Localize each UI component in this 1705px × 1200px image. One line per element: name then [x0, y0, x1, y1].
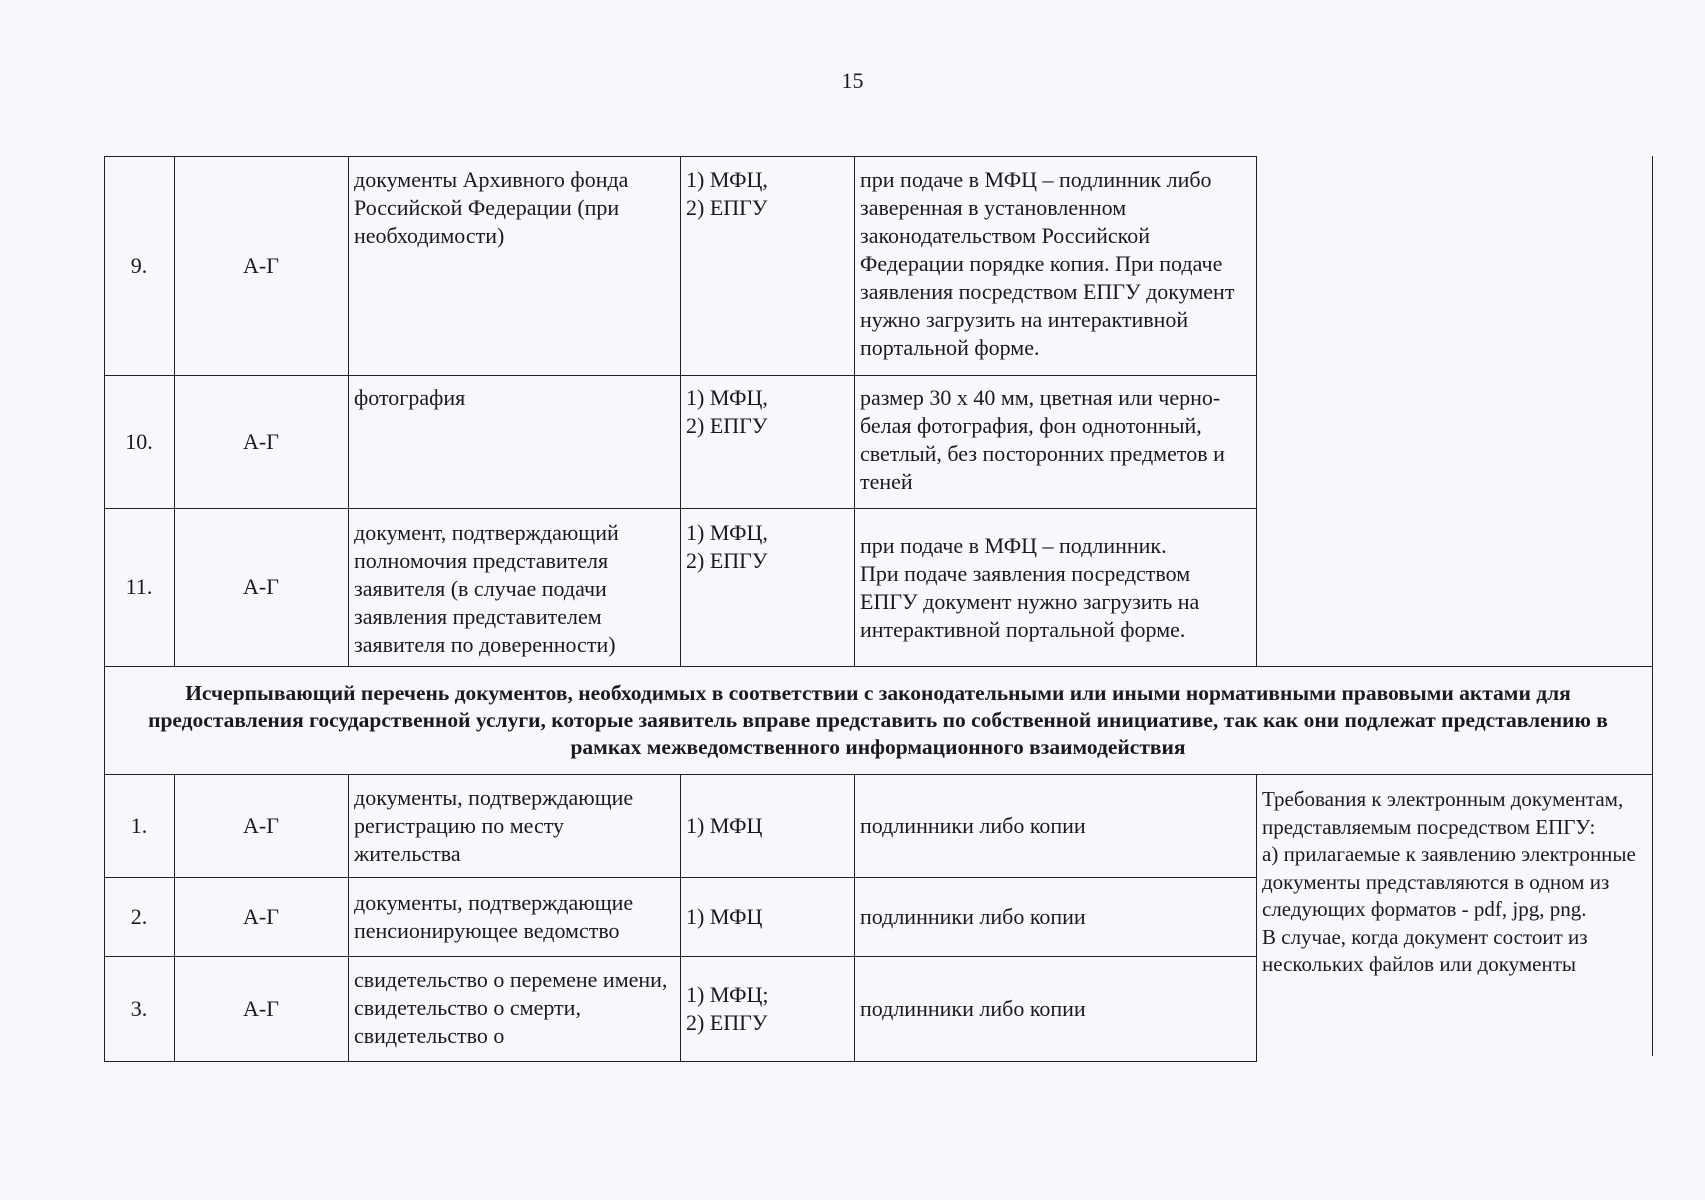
- channel-item: 1) МФЦ;: [686, 981, 769, 1007]
- table-row-document: документы Архивного фонда Российской Федерации (при необходимости): [354, 167, 629, 248]
- channel-item: 1) МФЦ: [686, 903, 763, 929]
- table-row-category: А-Г: [243, 812, 279, 838]
- table-row-number: 1.: [130, 812, 148, 838]
- electronic-requirements-item-a: а) прилагаемые к заявлению электронные документы представляются в одном из следующих форматов - pdf, jpg, png.: [1262, 842, 1636, 921]
- channel-item: 2) ЕПГУ: [686, 195, 768, 220]
- table-row-category: А-Г: [243, 995, 279, 1021]
- table-border-bottom: [104, 1061, 1257, 1062]
- table-row-channels: [686, 774, 850, 877]
- table-row-channels: [686, 519, 850, 575]
- table-border-right: [1652, 156, 1653, 1056]
- table-row-requirements: [860, 532, 1252, 644]
- table-column-divider: [1256, 156, 1257, 666]
- table-column-divider: [348, 774, 349, 1062]
- table-column-divider: [680, 156, 681, 666]
- electronic-requirements: [1262, 786, 1648, 979]
- table-row-category: А-Г: [243, 252, 279, 278]
- document-table: [104, 156, 1654, 1062]
- table-row-document: документ, подтверждающий полномочия представителя заявителя (в случае подачи заявления представителем заявителя по доверенности): [354, 520, 619, 657]
- table-row-channels: [686, 956, 850, 1061]
- table-row-number: 3.: [130, 995, 148, 1021]
- table-column-divider: [680, 774, 681, 1062]
- table-row-category: А-Г: [243, 574, 279, 599]
- page-number: 15: [841, 68, 864, 93]
- channel-item: 1) МФЦ: [686, 812, 763, 838]
- table-row-document: свидетельство о перемене имени, свидетельство о смерти, свидетельство о: [354, 967, 668, 1048]
- table-row-number: 10.: [125, 428, 153, 454]
- table-row-number: 11.: [125, 574, 153, 599]
- table-column-divider: [854, 156, 855, 666]
- channel-item: 2) ЕПГУ: [686, 1009, 768, 1035]
- table-row-document: фотография: [354, 385, 466, 410]
- table-row-number: 9.: [130, 252, 148, 278]
- table-row-category: А-Г: [243, 428, 279, 454]
- requirements-line: при подаче в МФЦ – подлинник.: [860, 533, 1167, 558]
- table-row-requirements: размер 30 х 40 мм, цветная или черно-белая фотография, фон однотонный, светлый, без посторонних предметов и теней: [860, 385, 1225, 494]
- table-row-divider: [104, 666, 1653, 667]
- table-row-document: документы, подтверждающие пенсионирующее ведомство: [354, 890, 634, 943]
- table-column-divider: [1256, 774, 1257, 1062]
- channel-item: 2) ЕПГУ: [686, 548, 768, 573]
- table-row-requirements: при подаче в МФЦ – подлинник либо заверенная в установленном законодательством Российской Федерации порядке копия. При подаче заявления посредством ЕПГУ документ нужно загрузить на интерактивной портальной форме.: [860, 167, 1235, 360]
- electronic-requirements-continuation: В случае, когда документ состоит из нескольких файлов или документы: [1262, 924, 1588, 976]
- requirements-line: При подаче заявления посредством ЕПГУ документ нужно загрузить на интерактивной портальной форме.: [860, 561, 1200, 642]
- channel-item: 1) МФЦ,: [686, 167, 768, 192]
- section-heading: Исчерпывающий перечень документов, необходимых в соответствии с законодательными или иными нормативными правовыми актами для предоставления государственной услуги, которые заявитель вправе представить по собственной инициативе, так как они подлежат представлению в рамках межведомственного информационного взаимодействия: [148, 681, 1608, 759]
- table-column-divider: [348, 156, 349, 666]
- table-row-requirements: подлинники либо копии: [860, 812, 1086, 838]
- table-row-number: 2.: [130, 903, 148, 929]
- table-row-document: документы, подтверждающие регистрацию по месту жительства: [354, 785, 634, 866]
- channel-item: 2) ЕПГУ: [686, 413, 768, 438]
- table-row-channels: [686, 166, 850, 222]
- table-row-category: А-Г: [243, 903, 279, 929]
- table-row-requirements: подлинники либо копии: [860, 903, 1086, 929]
- electronic-requirements-intro: Требования к электронным документам, представляемым посредством ЕПГУ:: [1262, 787, 1624, 839]
- channel-item: 1) МФЦ,: [686, 385, 768, 410]
- table-column-divider: [854, 774, 855, 1062]
- channel-item: 1) МФЦ,: [686, 520, 768, 545]
- table-row-requirements: подлинники либо копии: [860, 995, 1086, 1021]
- table-row-channels: [686, 384, 850, 440]
- table-row-channels: [686, 877, 850, 956]
